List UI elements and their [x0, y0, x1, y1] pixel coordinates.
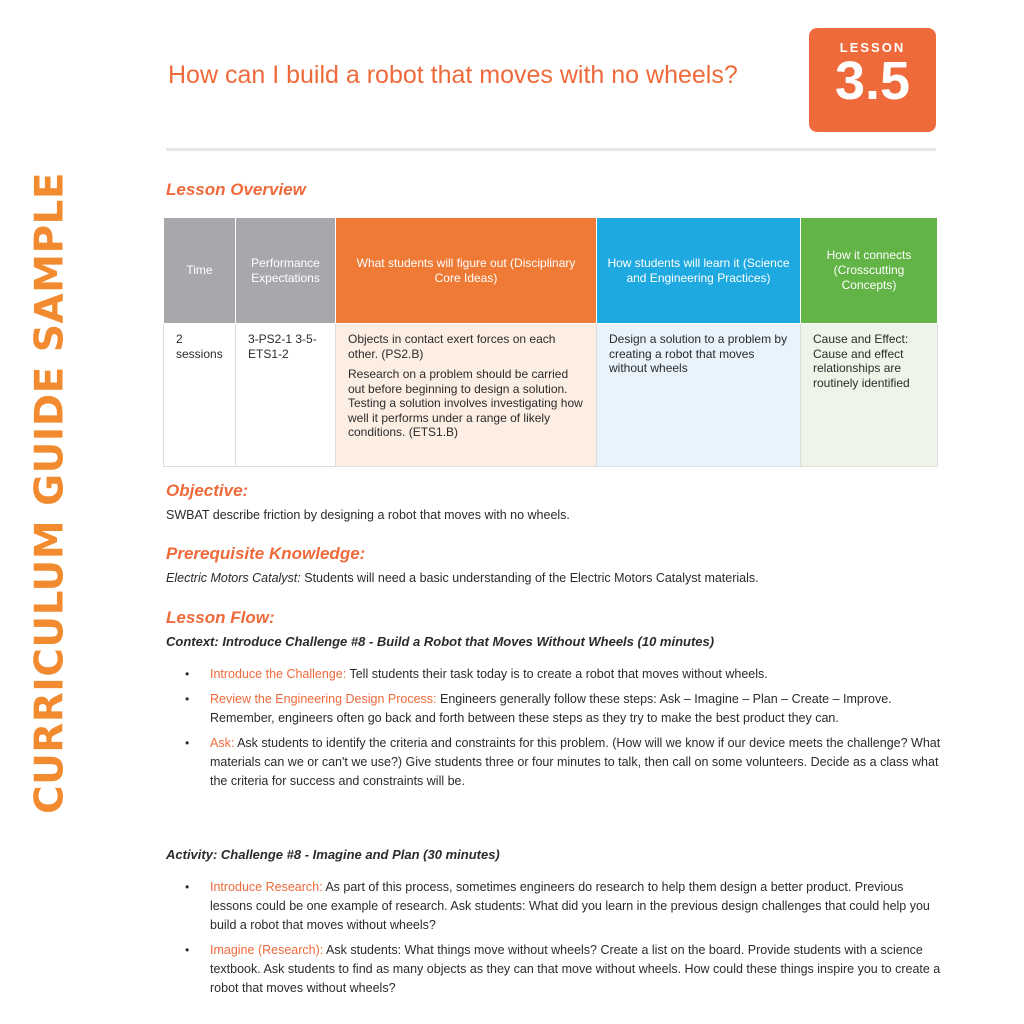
side-label [20, 171, 80, 814]
item-lead: Introduce Research: [210, 880, 323, 894]
list-item [185, 690, 945, 728]
col-header-dci: What students will figure out (Disciplinary Core Ideas) [336, 218, 597, 324]
list-item [185, 734, 945, 791]
bullet-icon: • [185, 943, 190, 957]
item-lead: Review the Engineering Design Process: [210, 692, 437, 706]
prerequisite-body: Students will need a basic understanding of the Electric Motors Catalyst materials. [300, 571, 759, 585]
overview-table [163, 217, 938, 467]
prerequisite-text [166, 571, 759, 585]
cell-dci-text-1: Objects in contact exert forces on each other. (PS2.B) [348, 332, 556, 361]
col-header-sep: How students will learn it (Science and Engineering Practices) [597, 218, 801, 324]
lesson-flow-heading: Lesson Flow: [166, 608, 275, 627]
item-text: As part of this process, sometimes engineers do research to help them design a better product. Previous lessons could be one example of research. Ask students: What did you learn in the previous design challenges that could help you build a robot that moves without wheels? [210, 880, 930, 932]
cell-time: 2 sessions [164, 324, 236, 467]
item-text: Ask students to identify the criteria and constraints for this problem. (How will we know if our device meets the challenge? What materials can we or can't we use?) Give students three or four minutes to talk, then call on some volunteers. Decide as a class what the criteria for success and constraints will be. [210, 736, 941, 788]
bullet-icon: • [185, 736, 190, 750]
prerequisite-heading: Prerequisite Knowledge: [166, 544, 366, 563]
cell-dci-text-2: Research on a problem should be carried out before beginning to design a solution. Testing a solution involves investigating how well it performs under a range of likely conditions. (ETS1.B) [348, 367, 583, 439]
col-header-time: Time [164, 218, 236, 324]
col-header-ccc: How it connects (Crosscutting Concepts) [801, 218, 938, 324]
bullet-icon: • [185, 692, 190, 706]
objective-text: SWBAT describe friction by designing a robot that moves with no wheels. [166, 508, 570, 522]
prerequisite-source: Electric Motors Catalyst: [166, 571, 301, 585]
item-text: Tell students their task today is to create a robot that moves without wheels. [346, 667, 768, 681]
item-text: Engineers generally follow these steps: Ask – Imagine – Plan – Create – Improve. Remember, engineers often go back and forth between these steps as they try to make the best product they can. [210, 692, 892, 725]
list-item [185, 665, 945, 684]
cell-dci [336, 324, 597, 467]
cell-ccc: Cause and Effect: Cause and effect relationships are routinely identified [801, 324, 938, 467]
lesson-badge-number: 3.5 [834, 51, 911, 111]
lesson-badge [809, 28, 936, 132]
col-header-performance: Performance Expectations [236, 218, 336, 324]
overview-row [164, 324, 938, 467]
activity-list [185, 878, 945, 1004]
page-title: How can I build a robot that moves with no wheels? [168, 61, 738, 89]
item-lead: Ask: [210, 736, 235, 750]
bullet-icon: • [185, 880, 190, 894]
item-lead: Imagine (Research): [210, 943, 324, 957]
bullet-icon: • [185, 667, 190, 681]
cell-sep: Design a solution to a problem by creating a robot that moves without wheels [597, 324, 801, 467]
overview-heading: Lesson Overview [166, 180, 306, 199]
overview-header-row [164, 218, 938, 324]
cell-performance: 3-PS2-1 3-5-ETS1-2 [236, 324, 336, 467]
lesson-badge-label: LESSON [839, 40, 906, 55]
title-divider [166, 148, 936, 151]
item-lead: Introduce the Challenge: [210, 667, 347, 681]
list-item [185, 878, 945, 935]
activity-title: Activity: Challenge #8 - Imagine and Plan (30 minutes) [166, 847, 500, 862]
item-text: Ask students: What things move without wheels? Create a list on the board. Provide students with a science textbook. Ask students to find as many objects as they can that move without wheels. How could these things inspire you to create a robot that moves without wheels? [210, 943, 941, 995]
context-title: Context: Introduce Challenge #8 - Build a Robot that Moves Without Wheels (10 minutes) [166, 634, 715, 649]
side-label-text: CURRICULUM GUIDE SAMPLE [27, 171, 73, 814]
context-list [185, 665, 945, 797]
list-item [185, 941, 945, 998]
objective-heading: Objective: [166, 481, 249, 500]
